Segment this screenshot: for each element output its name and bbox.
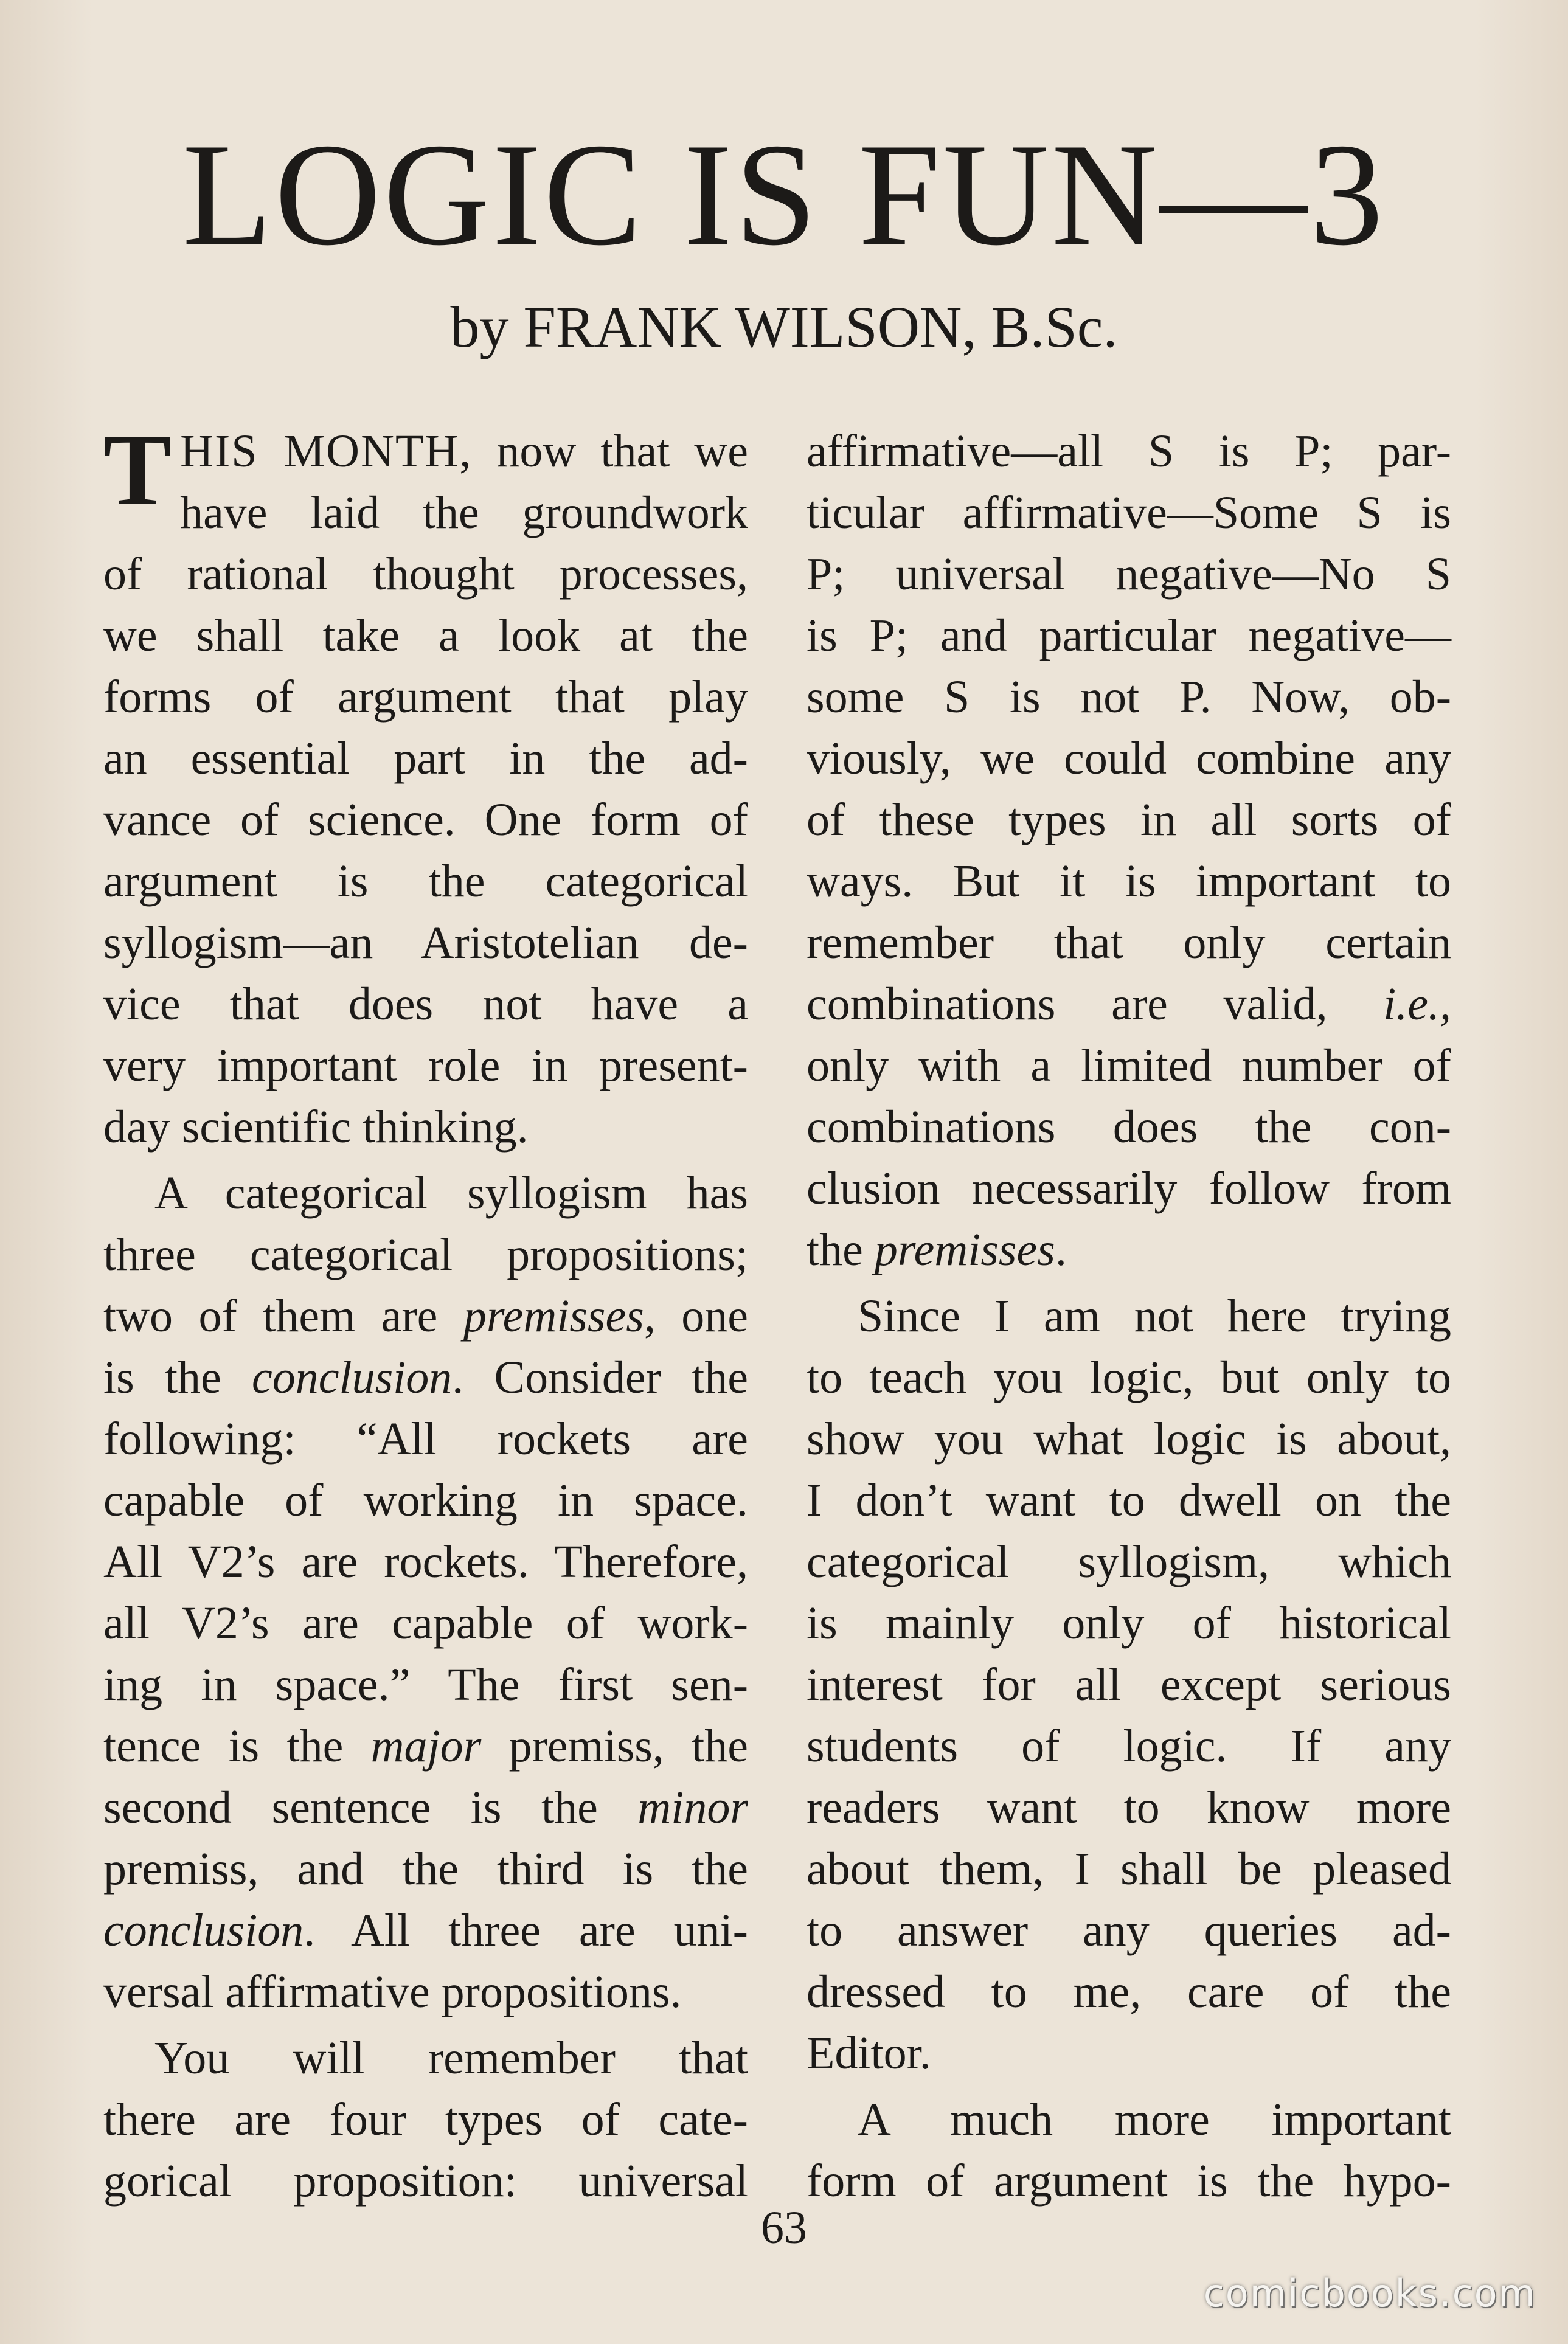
drop-cap: T	[103, 414, 172, 527]
text-line: conclusion. All three are uni-	[103, 1905, 748, 1956]
text-line: following: “All rockets are	[103, 1413, 748, 1465]
text-line: syllogism—an Aristotelian de-	[103, 917, 748, 968]
text-line: I don’t want to dwell on the	[807, 1475, 1451, 1526]
left-column	[103, 414, 748, 2212]
text-line: categorical syllogism, which	[807, 1536, 1451, 1587]
text-line: is P; and particular negative—	[807, 610, 1451, 661]
text-line: three categorical propositions;	[103, 1229, 748, 1280]
text-line: tence is the major premiss, the	[103, 1721, 748, 1772]
text-line: affirmative—all S is P; par-	[807, 426, 1451, 477]
text-line: two of them are premisses, one	[103, 1291, 748, 1342]
page-number: 63	[761, 2202, 807, 2253]
text-line: very important role in present-	[103, 1040, 748, 1091]
paragraph-gap	[103, 1158, 748, 1163]
text-line: of these types in all sorts of	[807, 794, 1451, 845]
text-line: vice that does not have a	[103, 979, 748, 1030]
text-line: premiss, and the third is the	[103, 1843, 748, 1895]
text-line: day scientific thinking.	[103, 1101, 529, 1153]
text-line: show you what logic is about,	[807, 1413, 1451, 1465]
text-line: vance of science. One form of	[103, 794, 748, 845]
article-title: LOGIC IS FUN—3	[182, 113, 1386, 276]
text-line: ticular affirmative—Some S is	[807, 487, 1451, 538]
left-column-lines	[103, 414, 748, 2212]
text-line: combinations does the con-	[807, 1101, 1451, 1153]
text-line: we shall take a look at the	[103, 610, 748, 661]
text-line: combinations are valid, i.e.,	[807, 979, 1451, 1030]
paragraph-gap	[103, 2023, 748, 2028]
text-line: P; universal negative—No S	[807, 549, 1451, 600]
text-line: ways. But it is important to	[807, 856, 1451, 907]
text-line: versal affirmative propositions.	[103, 1966, 682, 2017]
text-line: form of argument is the hypo-	[807, 2155, 1451, 2207]
text-line: remember that only certain	[807, 917, 1451, 968]
text-line: capable of working in space.	[103, 1475, 748, 1526]
paragraph-gap	[807, 2084, 1451, 2089]
watermark-logo: comicbooks.com	[1203, 2271, 1536, 2315]
text-line: Editor.	[807, 2028, 931, 2079]
text-line: readers want to know more	[807, 1782, 1451, 1833]
text-line: You will remember that	[154, 2033, 748, 2084]
text-line: students of logic. If any	[807, 1721, 1451, 1772]
text-line: ing in space.” The first sen-	[103, 1659, 748, 1710]
article-byline: by FRANK WILSON, B.Sc.	[450, 294, 1118, 359]
text-line: there are four types of cate-	[103, 2094, 748, 2145]
text-line: forms of argument that play	[103, 671, 748, 723]
text-line: clusion necessarily follow from	[807, 1163, 1451, 1214]
text-line: some S is not P. Now, ob-	[807, 671, 1451, 723]
text-line: have laid the groundwork	[180, 487, 748, 538]
text-line: gorical proposition: universal	[103, 2155, 748, 2207]
text-line: second sentence is the minor	[103, 1782, 748, 1833]
text-line: viously, we could combine any	[807, 733, 1451, 784]
text-line: to answer any queries ad-	[807, 1905, 1451, 1956]
right-column-lines	[807, 421, 1451, 2212]
paragraph-gap	[807, 1281, 1451, 1286]
text-line: All V2’s are rockets. Therefore,	[103, 1536, 748, 1587]
text-line: the premisses.	[807, 1224, 1067, 1275]
text-line: is mainly only of historical	[807, 1598, 1451, 1649]
text-line: A much more important	[858, 2094, 1451, 2145]
right-column	[807, 421, 1451, 2212]
text-line: about them, I shall be pleased	[807, 1843, 1451, 1895]
text-line: to teach you logic, but only to	[807, 1352, 1451, 1403]
text-line: only with a limited number of	[807, 1040, 1451, 1091]
text-line: A categorical syllogism has	[154, 1168, 748, 1219]
text-line: of rational thought processes,	[103, 549, 748, 600]
text-line: Since I am not here trying	[858, 1291, 1451, 1342]
text-line: is the conclusion. Consider the	[103, 1352, 748, 1403]
text-line: HIS MONTH, now that we	[180, 426, 748, 477]
opening-small-caps: HIS MONTH,	[180, 426, 473, 477]
text-line: argument is the categorical	[103, 856, 748, 907]
text-line: an essential part in the ad-	[103, 733, 748, 784]
text-line: interest for all except serious	[807, 1659, 1451, 1710]
text-line: all V2’s are capable of work-	[103, 1598, 748, 1649]
text-line: dressed to me, care of the	[807, 1966, 1451, 2017]
